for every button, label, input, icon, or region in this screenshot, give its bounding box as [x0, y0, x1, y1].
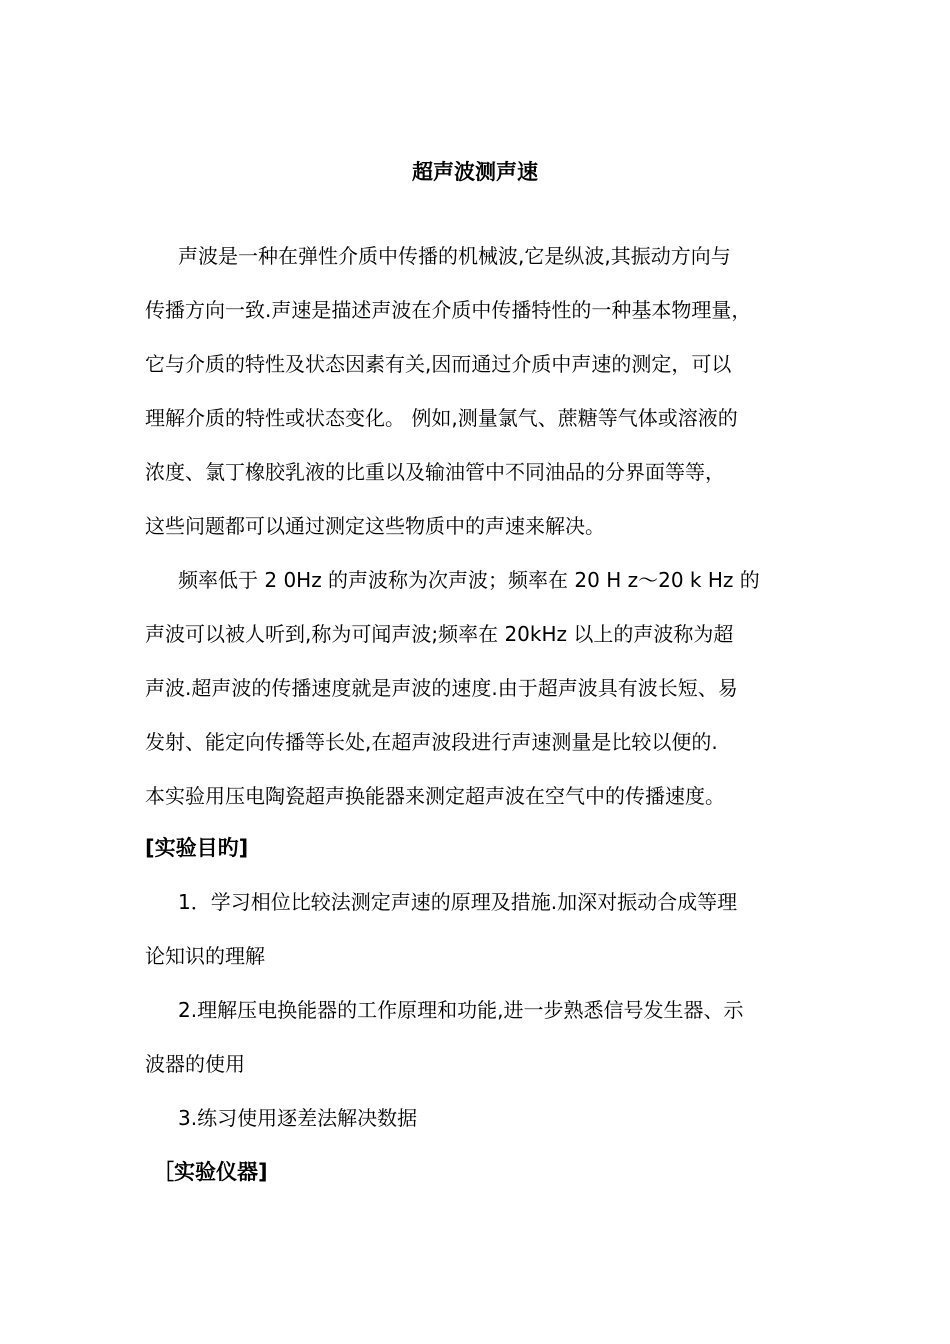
paragraph-line: 声波是一种在弹性介质中传播的机械波,它是纵波,其振动方向与 — [178, 244, 731, 268]
paragraph-line: 声波.超声波的传播速度就是声波的速度.由于超声波具有波长短、易 — [145, 676, 738, 700]
section-heading-purpose: [实验目旳] — [145, 836, 249, 860]
paragraph-line: 这些问题都可以通过测定这些物质中的声速来解决。 — [145, 514, 605, 538]
paragraph-line: 发射、能定向传播等长处,在超声波段进行声速测量是比较以便的. — [145, 730, 718, 754]
paragraph-line: 浓度、氯丁橡胶乳液的比重以及输油管中不同油品的分界面等等， — [145, 460, 725, 484]
paragraph-line: 声波可以被人听到,称为可闻声波;频率在 20kHz 以上的声波称为超 — [145, 622, 734, 646]
paragraph-line: 频率低于 2 0Hz 的声波称为次声波；频率在 20 H z～20 k Hz 的 — [178, 568, 760, 592]
paragraph-line: 它与介质的特性及状态因素有关,因而通过介质中声速的测定，可以 — [145, 352, 732, 376]
paragraph-line: 理解介质的特性或状态变化。 例如,测量氯气、蔗糖等气体或溶液的 — [145, 406, 738, 430]
list-item-line: 论知识的理解 — [145, 944, 265, 968]
list-item-line: 3.练习使用逐差法解决数据 — [178, 1106, 418, 1130]
list-item-line: 波器的使用 — [145, 1052, 245, 1076]
section-heading-instruments: ［实验仪器] — [153, 1160, 268, 1184]
paragraph-line: 传播方向一致.声速是描述声波在介质中传播特性的一种基本物理量， — [145, 298, 752, 322]
list-item-line: 1．学习相位比较法测定声速的原理及措施.加深对振动合成等理 — [178, 890, 738, 914]
document-title: 超声波测声速 — [412, 160, 538, 184]
list-item-line: 2.理解压电换能器的工作原理和功能,进一步熟悉信号发生器、示 — [178, 998, 744, 1022]
paragraph-line: 本实验用压电陶瓷超声换能器来测定超声波在空气中的传播速度。 — [145, 784, 725, 808]
